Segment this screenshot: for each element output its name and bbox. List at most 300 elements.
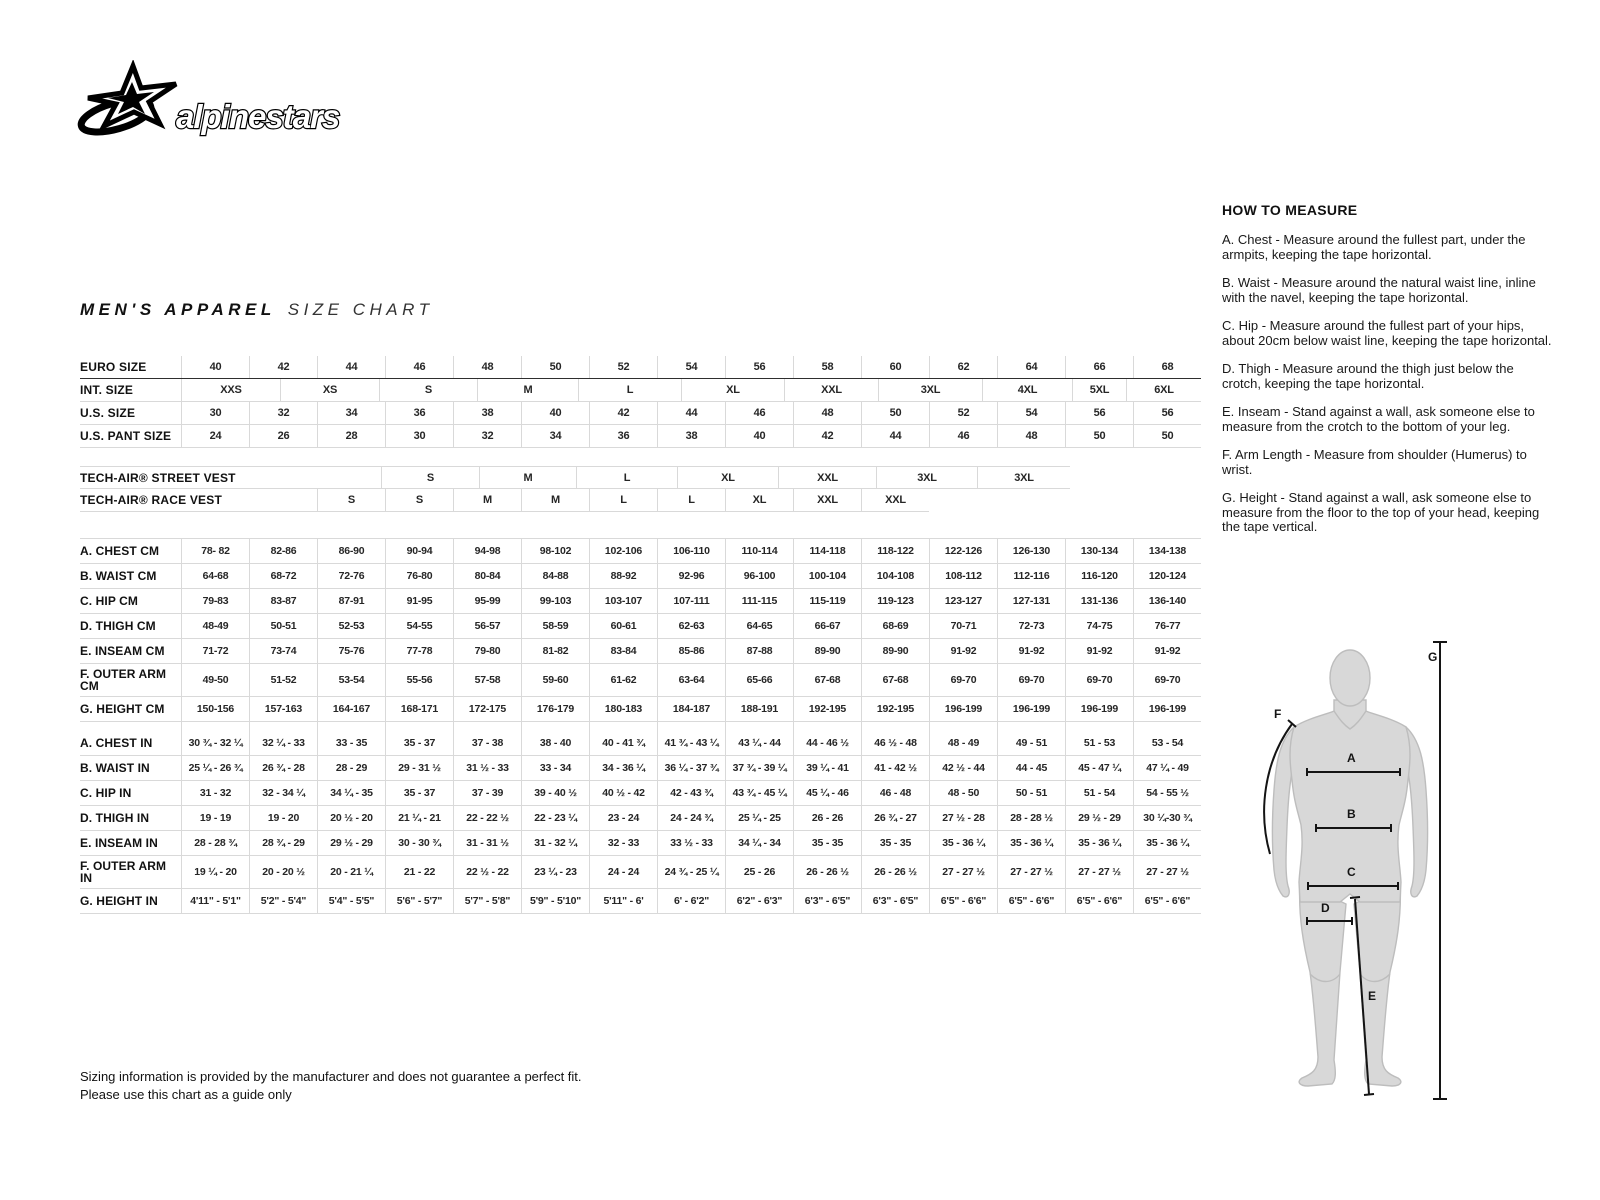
measurement-cell: 27 - 27 ½ <box>1065 856 1133 888</box>
measurement-cell: 68-69 <box>861 614 929 638</box>
measurement-cell: 27 - 27 ½ <box>929 856 997 888</box>
measurement-cell: 188-191 <box>725 697 793 721</box>
measurement-cell: 37 - 39 <box>453 781 521 805</box>
size-cell: 44 <box>657 402 725 424</box>
measurement-cell: 35 - 37 <box>385 731 453 755</box>
measurement-cell: 126-130 <box>997 539 1065 563</box>
figure-label-hip: C <box>1347 865 1356 879</box>
measurement-cell: 46 - 48 <box>861 781 929 805</box>
measurement-cell: 5'7" - 5'8" <box>453 889 521 913</box>
size-cell: XXL <box>793 489 861 511</box>
measurement-cell: 89-90 <box>793 639 861 663</box>
measurement-cell: 33 ½ - 33 <box>657 831 725 855</box>
measurement-cell: 63-64 <box>657 664 725 696</box>
measurement-cell: 79-80 <box>453 639 521 663</box>
measurement-cell: 61-62 <box>589 664 657 696</box>
measurement-cell: 5'2" - 5'4" <box>249 889 317 913</box>
measurement-cell: 5'6" - 5'7" <box>385 889 453 913</box>
measurement-row <box>80 731 1201 756</box>
measurement-label: G. HEIGHT CM <box>80 702 165 716</box>
measurement-row <box>80 589 1201 614</box>
measure-instruction: F. Arm Length - Measure from shoulder (Humerus) to wrist. <box>1222 447 1527 477</box>
size-cell: 38 <box>657 425 725 447</box>
measurement-cell: 34 ¼ - 34 <box>725 831 793 855</box>
measurement-cell: 87-91 <box>317 589 385 613</box>
measurement-label: B. WAIST IN <box>80 761 150 775</box>
size-cell: 50 <box>861 402 929 424</box>
measurement-cell: 95-99 <box>453 589 521 613</box>
measurement-cell: 99-103 <box>521 589 589 613</box>
measurement-cell: 5'4" - 5'5" <box>317 889 385 913</box>
footer-disclaimer <box>80 1068 582 1104</box>
measurement-cell: 79-83 <box>181 589 249 613</box>
measurement-cell: 134-138 <box>1133 539 1201 563</box>
alpinestars-wordmark: alpinestars <box>176 98 340 135</box>
measurement-cell: 30 ¼-30 ¾ <box>1133 806 1201 830</box>
measurement-cell: 57-58 <box>453 664 521 696</box>
measurement-cell: 44 - 46 ½ <box>793 731 861 755</box>
size-cell: L <box>657 489 725 511</box>
measurement-cell: 35 - 37 <box>385 781 453 805</box>
size-cell: 40 <box>725 425 793 447</box>
measurement-row <box>80 639 1201 664</box>
measurement-cell: 66-67 <box>793 614 861 638</box>
measurement-cell: 114-118 <box>793 539 861 563</box>
size-cell: XL <box>677 467 778 488</box>
measurement-cell: 26 - 26 ½ <box>793 856 861 888</box>
measurement-cell: 58-59 <box>521 614 589 638</box>
measurement-cell: 27 ½ - 28 <box>929 806 997 830</box>
size-cell: S <box>381 467 479 488</box>
measurement-cell: 120-124 <box>1133 564 1201 588</box>
size-cell: XS <box>280 379 379 401</box>
measurement-cells <box>181 697 1201 721</box>
measurement-cell: 52-53 <box>317 614 385 638</box>
size-cell: 50 <box>1133 425 1201 447</box>
street-vest-cells <box>381 467 1070 488</box>
measurement-cell: 112-116 <box>997 564 1065 588</box>
size-cell: 3XL <box>977 467 1070 488</box>
measurement-cell: 196-199 <box>1133 697 1201 721</box>
measurement-cell: 19 - 19 <box>181 806 249 830</box>
measurement-cell: 71-72 <box>181 639 249 663</box>
measurement-cell: 31 - 32 ¼ <box>521 831 589 855</box>
measurement-cell: 82-86 <box>249 539 317 563</box>
size-cell: 3XL <box>876 467 977 488</box>
measurement-cell: 80-84 <box>453 564 521 588</box>
measurement-cell: 26 - 26 ½ <box>861 856 929 888</box>
how-to-measure-heading: HOW TO MEASURE <box>1222 202 1358 218</box>
measurement-cell: 91-92 <box>929 639 997 663</box>
measurement-cell: 67-68 <box>861 664 929 696</box>
measurement-cell: 65-66 <box>725 664 793 696</box>
measurement-cells <box>181 806 1201 830</box>
measurement-cell: 72-76 <box>317 564 385 588</box>
measurement-cell: 40 ½ - 42 <box>589 781 657 805</box>
tech-air-race-row <box>80 489 929 512</box>
measurement-cell: 28 - 28 ½ <box>997 806 1065 830</box>
measurement-cell: 77-78 <box>385 639 453 663</box>
size-cell: M <box>521 489 589 511</box>
measurement-cell: 85-86 <box>657 639 725 663</box>
size-cell: 66 <box>1065 356 1133 378</box>
measurement-cell: 45 ¼ - 46 <box>793 781 861 805</box>
measurement-cell: 196-199 <box>929 697 997 721</box>
measurement-cell: 51-52 <box>249 664 317 696</box>
size-cell: XXL <box>778 467 876 488</box>
size-cell: 56 <box>1133 402 1201 424</box>
measurement-cell: 24 ¾ - 25 ¼ <box>657 856 725 888</box>
size-cell: 26 <box>249 425 317 447</box>
measurement-row <box>80 831 1201 856</box>
measurement-cell: 31 - 31 ½ <box>453 831 521 855</box>
size-cell: 48 <box>453 356 521 378</box>
measurement-cell: 25 ¼ - 25 <box>725 806 793 830</box>
measurement-cell: 6'3" - 6'5" <box>793 889 861 913</box>
measurement-label: F. OUTER ARM IN <box>80 859 167 885</box>
measurement-cell: 73-74 <box>249 639 317 663</box>
measurement-cells <box>181 664 1201 696</box>
measurement-cell: 22 ½ - 22 <box>453 856 521 888</box>
size-table-row-us <box>80 402 1201 425</box>
measurement-cell: 35 - 36 ¼ <box>997 831 1065 855</box>
measurement-cell: 84-88 <box>521 564 589 588</box>
size-cell: 24 <box>181 425 249 447</box>
measurement-label: A. CHEST IN <box>80 736 153 750</box>
measurement-cell: 48 - 50 <box>929 781 997 805</box>
measurement-cell: 96-100 <box>725 564 793 588</box>
measurement-cell: 111-115 <box>725 589 793 613</box>
size-cell: 6XL <box>1126 379 1201 401</box>
figure-label-thigh: D <box>1321 901 1330 915</box>
measurement-cell: 49-50 <box>181 664 249 696</box>
measurement-cell: 62-63 <box>657 614 725 638</box>
race-vest-cells <box>317 489 929 511</box>
measurement-label: E. INSEAM CM <box>80 644 165 658</box>
measurement-cell: 24 - 24 <box>589 856 657 888</box>
measurement-cell: 28 - 29 <box>317 756 385 780</box>
size-cell: 50 <box>521 356 589 378</box>
measurement-cells <box>181 731 1201 755</box>
measurement-cell: 123-127 <box>929 589 997 613</box>
measurement-cell: 192-195 <box>861 697 929 721</box>
pant-size-cells <box>181 425 1201 447</box>
measurement-cell: 26 ¾ - 27 <box>861 806 929 830</box>
size-cell: 30 <box>385 425 453 447</box>
measurement-cell: 33 - 35 <box>317 731 385 755</box>
measurement-cell: 44 - 45 <box>997 756 1065 780</box>
measurement-cell: 56-57 <box>453 614 521 638</box>
measurement-cell: 130-134 <box>1065 539 1133 563</box>
measurement-cell: 90-94 <box>385 539 453 563</box>
measurement-cell: 54 - 55 ½ <box>1133 781 1201 805</box>
size-cell: 56 <box>1065 402 1133 424</box>
measurement-cell: 184-187 <box>657 697 725 721</box>
size-cell: 42 <box>793 425 861 447</box>
size-cell: 40 <box>521 402 589 424</box>
size-cell: 3XL <box>878 379 982 401</box>
tech-air-street-row <box>80 466 1070 489</box>
measure-instruction: G. Height - Stand against a wall, ask someone else to measure from the floor to the top of your head, keeping the tape vertical. <box>1222 490 1540 534</box>
measurement-cell: 32 - 33 <box>589 831 657 855</box>
measurement-cell: 41 ¾ - 43 ¼ <box>657 731 725 755</box>
measurement-cell: 31 - 32 <box>181 781 249 805</box>
row-label: TECH-AIR® STREET VEST <box>80 471 236 485</box>
size-cell: XL <box>725 489 793 511</box>
size-cell: 50 <box>1065 425 1133 447</box>
size-table-row-pant <box>80 425 1201 448</box>
measurement-cell: 20 - 20 ½ <box>249 856 317 888</box>
measurement-cells <box>181 856 1201 888</box>
size-cell: L <box>589 489 657 511</box>
figure-label-waist: B <box>1347 807 1356 821</box>
measurement-cell: 103-107 <box>589 589 657 613</box>
row-label: U.S. PANT SIZE <box>80 429 172 443</box>
page-title <box>80 300 434 320</box>
measurement-cell: 53-54 <box>317 664 385 696</box>
size-cell: 30 <box>181 402 249 424</box>
measurement-cell: 50 - 51 <box>997 781 1065 805</box>
measurements-cm-table <box>80 539 1201 722</box>
measurement-cells <box>181 564 1201 588</box>
size-cell: 48 <box>997 425 1065 447</box>
measurement-cell: 87-88 <box>725 639 793 663</box>
measurement-cell: 5'9" - 5'10" <box>521 889 589 913</box>
measurement-cell: 64-68 <box>181 564 249 588</box>
measurement-cell: 43 ¼ - 44 <box>725 731 793 755</box>
height-measure-line <box>1433 642 1447 1099</box>
size-cell: 5XL <box>1072 379 1126 401</box>
size-cell: 46 <box>725 402 793 424</box>
measurement-cell: 69-70 <box>1133 664 1201 696</box>
measurement-cell: 22 - 22 ½ <box>453 806 521 830</box>
measurement-cell: 108-112 <box>929 564 997 588</box>
measurement-cell: 35 - 35 <box>793 831 861 855</box>
measurement-cell: 33 - 34 <box>521 756 589 780</box>
measurement-cell: 27 - 27 ½ <box>1133 856 1201 888</box>
euro-size-cells <box>181 356 1201 378</box>
measurement-label: C. HIP IN <box>80 786 132 800</box>
size-cell: L <box>576 467 677 488</box>
measurement-label: E. INSEAM IN <box>80 836 158 850</box>
measurement-cell: 4'11" - 5'1" <box>181 889 249 913</box>
measurement-cell: 37 - 38 <box>453 731 521 755</box>
int-size-cells <box>181 379 1201 401</box>
measurement-cell: 37 ¾ - 39 ¼ <box>725 756 793 780</box>
measurement-cell: 22 - 23 ¼ <box>521 806 589 830</box>
body-measurement-diagram <box>1228 612 1563 1122</box>
measurement-cell: 69-70 <box>929 664 997 696</box>
size-cell: 42 <box>249 356 317 378</box>
measurement-cell: 26 ¾ - 28 <box>249 756 317 780</box>
row-label: EURO SIZE <box>80 360 147 374</box>
table-section-gap <box>181 722 1201 731</box>
measurement-cell: 29 - 31 ½ <box>385 756 453 780</box>
measurement-cell: 88-92 <box>589 564 657 588</box>
measurement-cell: 55-56 <box>385 664 453 696</box>
size-cell: XXL <box>784 379 878 401</box>
how-to-measure-panel <box>1222 202 1552 549</box>
measurement-cell: 19 - 20 <box>249 806 317 830</box>
measurement-cell: 81-82 <box>521 639 589 663</box>
measurement-cell: 32 - 34 ¼ <box>249 781 317 805</box>
measurement-cell: 164-167 <box>317 697 385 721</box>
size-cell: 62 <box>929 356 997 378</box>
measurement-cell: 23 ¼ - 23 <box>521 856 589 888</box>
tech-air-table <box>80 466 1070 512</box>
measurement-cell: 32 ¼ - 33 <box>249 731 317 755</box>
measurement-cell: 104-108 <box>861 564 929 588</box>
measurement-cell: 28 - 28 ¾ <box>181 831 249 855</box>
measurement-cells <box>181 639 1201 663</box>
measurement-cell: 41 - 42 ½ <box>861 756 929 780</box>
measurement-cell: 76-77 <box>1133 614 1201 638</box>
measurement-cell: 39 - 40 ½ <box>521 781 589 805</box>
measurement-cell: 83-87 <box>249 589 317 613</box>
measurement-cell: 35 - 36 ¼ <box>929 831 997 855</box>
measurement-cells <box>181 831 1201 855</box>
measurement-cells <box>181 756 1201 780</box>
size-table-row-euro <box>80 356 1201 379</box>
size-cell: XL <box>681 379 784 401</box>
row-label: TECH-AIR® RACE VEST <box>80 493 222 507</box>
size-cell: S <box>317 489 385 511</box>
measurement-cell: 50-51 <box>249 614 317 638</box>
figure-label-height: G <box>1428 650 1438 664</box>
measurement-label: B. WAIST CM <box>80 569 157 583</box>
measurement-cell: 76-80 <box>385 564 453 588</box>
measurement-cell: 118-122 <box>861 539 929 563</box>
measurement-row <box>80 889 1201 914</box>
measurement-cell: 51 - 53 <box>1065 731 1133 755</box>
size-table-row-int <box>80 379 1201 402</box>
measurement-cell: 196-199 <box>997 697 1065 721</box>
measurement-cell: 67-68 <box>793 664 861 696</box>
row-label: INT. SIZE <box>80 383 134 397</box>
size-cell: 68 <box>1133 356 1201 378</box>
measurement-cell: 69-70 <box>997 664 1065 696</box>
measurement-cell: 107-111 <box>657 589 725 613</box>
us-size-cells <box>181 402 1201 424</box>
size-cell: XXS <box>181 379 280 401</box>
size-cell: 64 <box>997 356 1065 378</box>
measurement-cells <box>181 781 1201 805</box>
measurement-cell: 119-123 <box>861 589 929 613</box>
measurement-row <box>80 564 1201 589</box>
measurement-cell: 51 - 54 <box>1065 781 1133 805</box>
measurement-cell: 35 - 36 ¼ <box>1133 831 1201 855</box>
alpinestars-star-icon <box>78 66 176 138</box>
measurement-cells <box>181 589 1201 613</box>
measurement-cell: 43 ¾ - 45 ¼ <box>725 781 793 805</box>
measurement-cell: 48-49 <box>181 614 249 638</box>
measurement-cell: 34 ¼ - 35 <box>317 781 385 805</box>
page-title-sub: SIZE CHART <box>287 300 434 319</box>
measurement-cell: 70-71 <box>929 614 997 638</box>
measurement-cell: 91-92 <box>1065 639 1133 663</box>
footer-line-1: Sizing information is provided by the manufacturer and does not guarantee a perfect fit. <box>80 1069 582 1084</box>
measurement-cell: 6'5" - 6'6" <box>997 889 1065 913</box>
measurement-cell: 91-95 <box>385 589 453 613</box>
size-cell: 44 <box>861 425 929 447</box>
measurement-cell: 30 ¾ - 32 ¼ <box>181 731 249 755</box>
size-cell: 36 <box>589 425 657 447</box>
measurement-cell: 45 - 47 ¼ <box>1065 756 1133 780</box>
size-cell: 48 <box>793 402 861 424</box>
size-cell: M <box>453 489 521 511</box>
measurement-cell: 106-110 <box>657 539 725 563</box>
measurement-cell: 150-156 <box>181 697 249 721</box>
measurement-cell: 102-106 <box>589 539 657 563</box>
measurements-table <box>80 538 1201 914</box>
figure-label-arm: F <box>1274 707 1282 721</box>
measurement-cell: 53 - 54 <box>1133 731 1201 755</box>
measurement-cell: 122-126 <box>929 539 997 563</box>
page-title-main: MEN'S APPAREL <box>80 300 276 319</box>
measurement-cell: 78- 82 <box>181 539 249 563</box>
measurement-cell: 6'5" - 6'6" <box>1133 889 1201 913</box>
measurement-cell: 98-102 <box>521 539 589 563</box>
measurement-cell: 28 ¾ - 29 <box>249 831 317 855</box>
measurement-row <box>80 614 1201 639</box>
measurement-cell: 25 ¼ - 26 ¾ <box>181 756 249 780</box>
size-cell: 46 <box>385 356 453 378</box>
size-cell: 28 <box>317 425 385 447</box>
measurement-cell: 83-84 <box>589 639 657 663</box>
measurement-cell: 127-131 <box>997 589 1065 613</box>
measurement-cell: 29 ½ - 29 <box>1065 806 1133 830</box>
measure-instruction: D. Thigh - Measure around the thigh just below the crotch, keeping the tape horizontal. <box>1222 361 1514 391</box>
size-cell: 58 <box>793 356 861 378</box>
measurement-cell: 60-61 <box>589 614 657 638</box>
measurement-cell: 26 - 26 <box>793 806 861 830</box>
measurement-cell: 46 ½ - 48 <box>861 731 929 755</box>
size-cell: 32 <box>453 425 521 447</box>
measurement-cell: 6'5" - 6'6" <box>1065 889 1133 913</box>
measurement-cell: 74-75 <box>1065 614 1133 638</box>
measurement-cell: 157-163 <box>249 697 317 721</box>
measurement-cell: 24 - 24 ¾ <box>657 806 725 830</box>
measurement-cell: 20 - 21 ¼ <box>317 856 385 888</box>
measurement-row <box>80 539 1201 564</box>
measurement-cell: 69-70 <box>1065 664 1133 696</box>
measurement-cell: 5'11" - 6' <box>589 889 657 913</box>
measurement-cell: 196-199 <box>1065 697 1133 721</box>
measurement-cell: 47 ¼ - 49 <box>1133 756 1201 780</box>
alpinestars-logo <box>76 60 356 165</box>
measurement-cell: 23 - 24 <box>589 806 657 830</box>
measure-instruction: C. Hip - Measure around the fullest part of your hips, about 20cm below waist line, keeping the tape horizontal. <box>1222 318 1552 348</box>
measurement-cell: 64-65 <box>725 614 793 638</box>
measurement-cell: 110-114 <box>725 539 793 563</box>
measurement-cell: 54-55 <box>385 614 453 638</box>
measurement-row <box>80 856 1201 889</box>
size-cell: 40 <box>181 356 249 378</box>
size-cell: M <box>477 379 578 401</box>
measurement-cell: 168-171 <box>385 697 453 721</box>
size-cell: 52 <box>589 356 657 378</box>
measurement-cell: 35 - 36 ¼ <box>1065 831 1133 855</box>
size-cell: 56 <box>725 356 793 378</box>
measurements-in-table <box>80 731 1201 914</box>
measurement-label: D. THIGH CM <box>80 619 156 633</box>
measurement-cell: 35 - 35 <box>861 831 929 855</box>
size-cell: 34 <box>317 402 385 424</box>
figure-label-inseam: E <box>1368 989 1377 1003</box>
measurement-cell: 25 - 26 <box>725 856 793 888</box>
size-cell: 54 <box>997 402 1065 424</box>
measurement-label: F. OUTER ARM CM <box>80 667 167 693</box>
